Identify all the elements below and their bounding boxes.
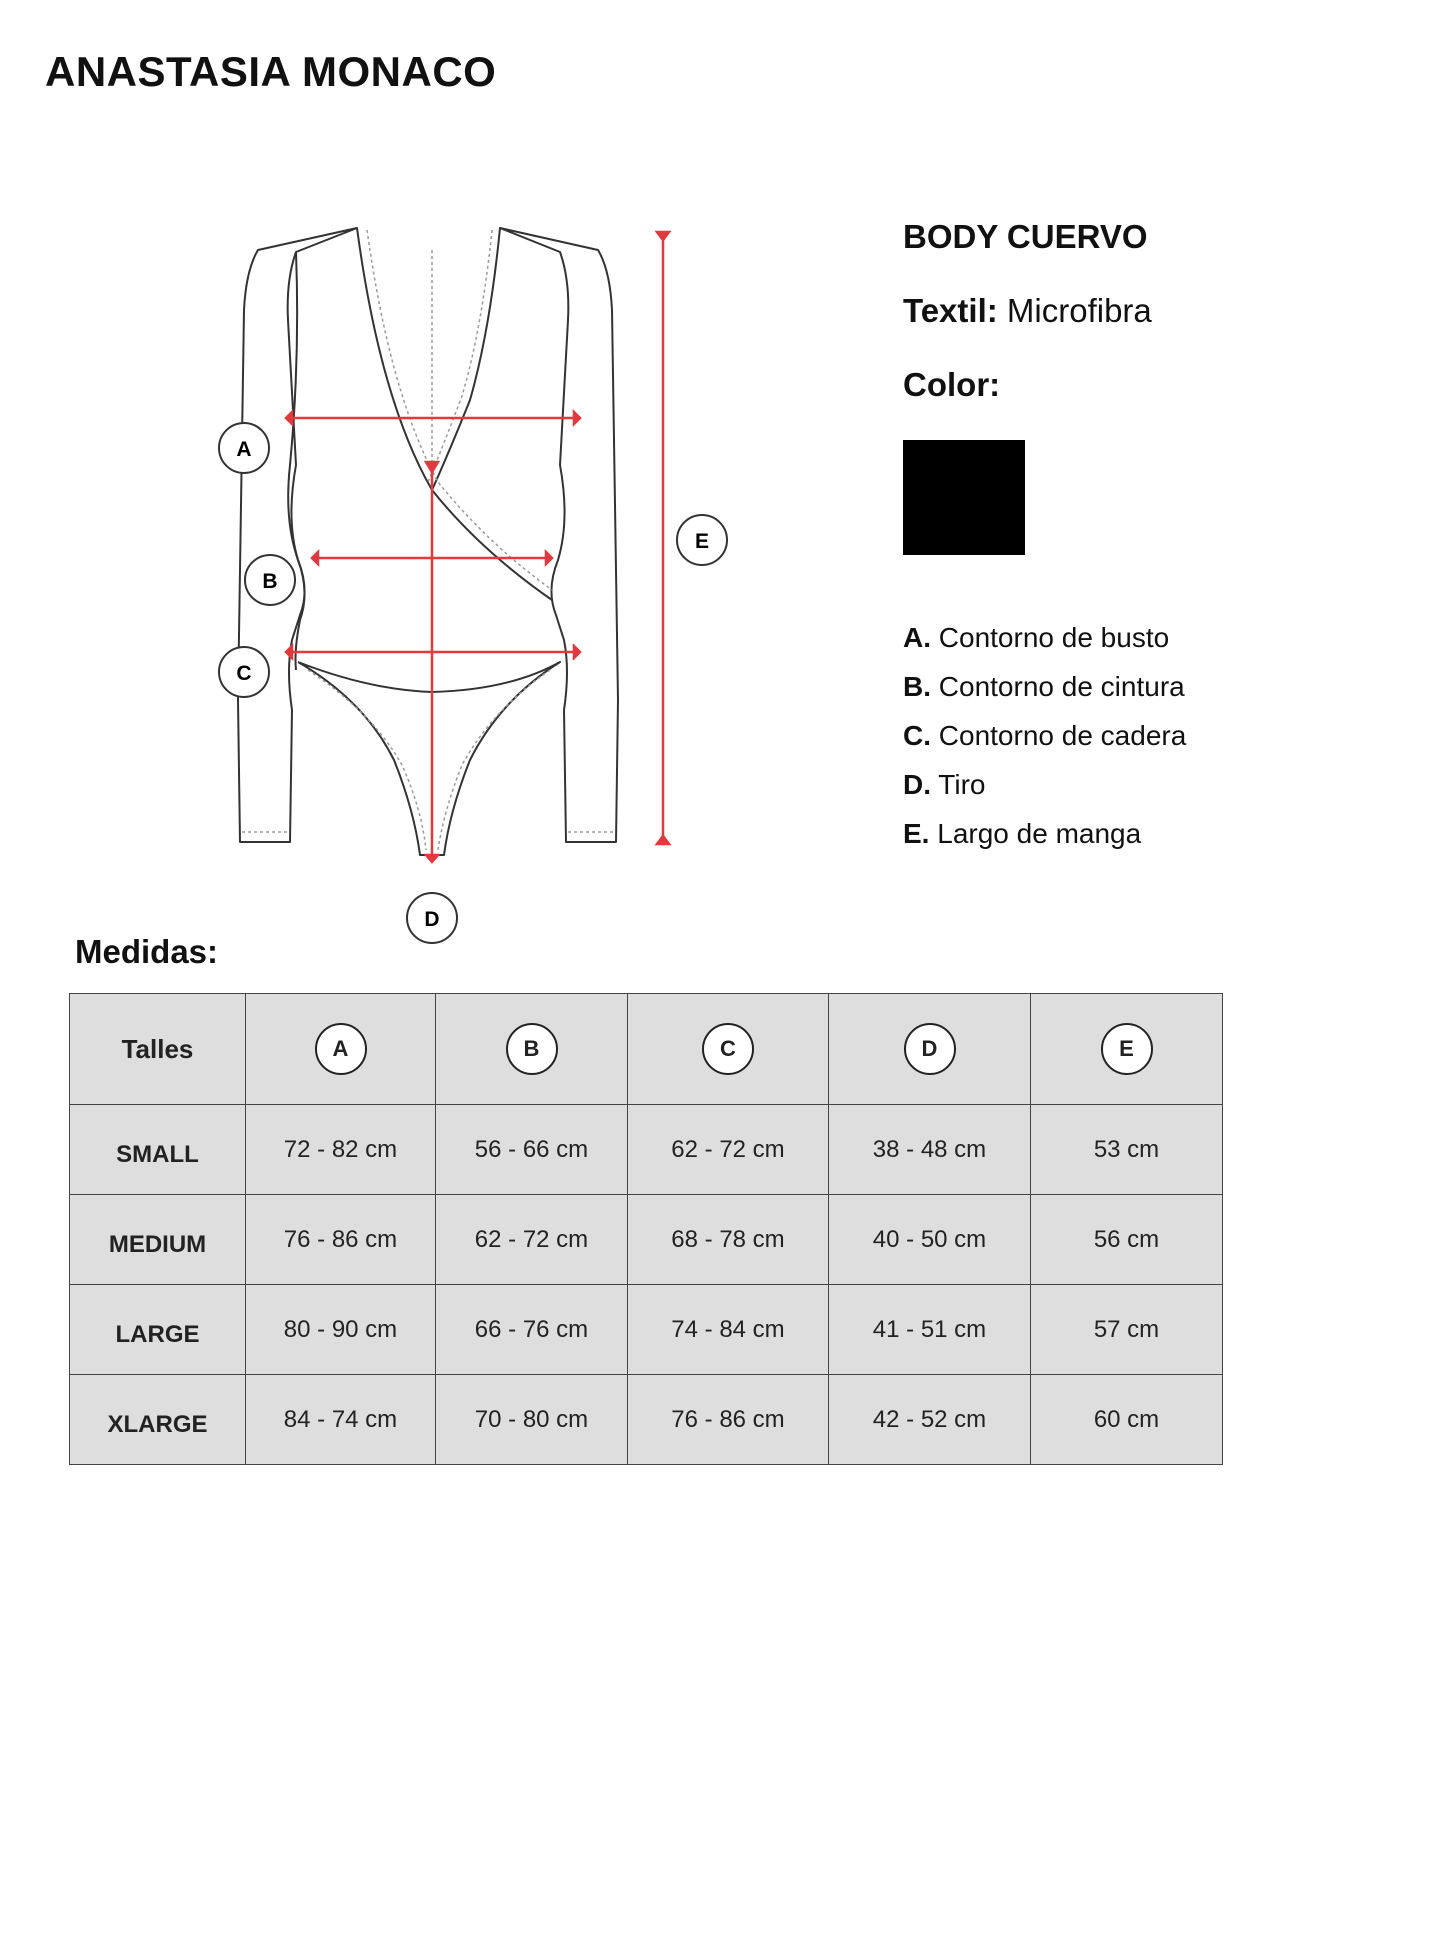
table-title: Medidas: bbox=[75, 933, 219, 970]
table-cell: 62 - 72 cm bbox=[436, 1195, 628, 1285]
measure-arrow-a-left bbox=[286, 412, 292, 424]
stitch-leg-left bbox=[308, 670, 426, 850]
column-a-marker: A bbox=[315, 1023, 367, 1075]
measure-arrow-b-left bbox=[312, 552, 318, 564]
table-cell: 72 - 82 cm bbox=[246, 1105, 436, 1195]
table-cell: 84 - 74 cm bbox=[246, 1375, 436, 1465]
legend-item-a bbox=[903, 613, 1323, 662]
textile-label: Textil: bbox=[903, 292, 998, 329]
table-cell: 74 - 84 cm bbox=[628, 1285, 829, 1375]
legend-key: C. bbox=[903, 720, 931, 751]
column-b-marker: B bbox=[506, 1023, 558, 1075]
table-header-cell bbox=[829, 994, 1031, 1105]
table-cell: 41 - 51 cm bbox=[829, 1285, 1031, 1375]
measure-arrow-c-left bbox=[286, 646, 292, 658]
garment-diagram bbox=[200, 200, 760, 950]
legend-item-b bbox=[903, 662, 1323, 711]
table-cell: 56 - 66 cm bbox=[436, 1105, 628, 1195]
legend-text: Contorno de cadera bbox=[938, 720, 1187, 751]
table-cell: 70 - 80 cm bbox=[436, 1375, 628, 1465]
column-e-marker: E bbox=[1101, 1023, 1153, 1075]
color-label: Color: bbox=[903, 366, 1001, 403]
brand-title: ANASTASIA MONACO bbox=[45, 48, 497, 95]
size-table bbox=[69, 993, 1223, 1465]
table-header-cell bbox=[1031, 994, 1223, 1105]
legend-text: Contorno de cintura bbox=[938, 671, 1185, 702]
textile-value: Microfibra bbox=[1006, 292, 1152, 329]
table-row bbox=[70, 1105, 1223, 1195]
marker-d: D bbox=[424, 908, 440, 931]
legend-item-d bbox=[903, 760, 1323, 809]
size-label: SMALL bbox=[70, 1105, 246, 1195]
table-header-cell bbox=[70, 994, 246, 1105]
measure-arrow-c-right bbox=[574, 646, 580, 658]
table-cell: 76 - 86 cm bbox=[628, 1375, 829, 1465]
product-name: BODY CUERVO bbox=[903, 218, 1148, 255]
size-label: MEDIUM bbox=[70, 1195, 246, 1285]
measure-arrow-a-right bbox=[574, 412, 580, 424]
stitch-neckline-right bbox=[428, 230, 492, 482]
measure-arrow-d-top bbox=[426, 462, 438, 472]
table-header-cell bbox=[628, 994, 829, 1105]
legend-item-e bbox=[903, 809, 1323, 858]
measure-arrow-e-top bbox=[657, 232, 669, 240]
legend-key: D. bbox=[903, 769, 931, 800]
measure-arrow-b-right bbox=[546, 552, 552, 564]
table-cell: 38 - 48 cm bbox=[829, 1105, 1031, 1195]
measure-arrow-d-bottom bbox=[426, 855, 438, 862]
textile-line bbox=[903, 292, 1323, 330]
table-cell: 60 cm bbox=[1031, 1375, 1223, 1465]
table-cell: 53 cm bbox=[1031, 1105, 1223, 1195]
talles-header: Talles bbox=[121, 1033, 194, 1064]
body-outline-right bbox=[500, 228, 618, 842]
table-cell: 42 - 52 cm bbox=[829, 1375, 1031, 1465]
legend-key: B. bbox=[903, 671, 931, 702]
table-header-cell bbox=[246, 994, 436, 1105]
table-row bbox=[70, 1285, 1223, 1375]
legend-key: E. bbox=[903, 818, 930, 849]
table-cell: 66 - 76 cm bbox=[436, 1285, 628, 1375]
column-d-marker: D bbox=[904, 1023, 956, 1075]
marker-c: C bbox=[236, 662, 252, 685]
table-header-cell bbox=[436, 994, 628, 1105]
legend-item-c bbox=[903, 711, 1323, 760]
legend-key: A. bbox=[903, 622, 931, 653]
size-label: XLARGE bbox=[70, 1375, 246, 1465]
legend-text: Largo de manga bbox=[937, 818, 1142, 849]
legend-text: Contorno de busto bbox=[938, 622, 1170, 653]
measure-arrow-e-bottom bbox=[657, 836, 669, 844]
neckline-right bbox=[432, 228, 500, 490]
table-cell: 62 - 72 cm bbox=[628, 1105, 829, 1195]
marker-e: E bbox=[694, 530, 710, 553]
size-label: LARGE bbox=[70, 1285, 246, 1375]
legend-text: Tiro bbox=[938, 769, 986, 800]
table-cell: 68 - 78 cm bbox=[628, 1195, 829, 1285]
product-info bbox=[903, 218, 1323, 858]
stitch-leg-right bbox=[438, 670, 550, 850]
marker-b: B bbox=[262, 570, 278, 593]
color-swatch bbox=[903, 440, 1025, 555]
table-cell: 76 - 86 cm bbox=[246, 1195, 436, 1285]
table-cell: 40 - 50 cm bbox=[829, 1195, 1031, 1285]
table-row bbox=[70, 1195, 1223, 1285]
table-cell: 57 cm bbox=[1031, 1285, 1223, 1375]
table-cell: 56 cm bbox=[1031, 1195, 1223, 1285]
table-header-row bbox=[70, 994, 1223, 1105]
column-c-marker: C bbox=[702, 1023, 754, 1075]
table-cell: 80 - 90 cm bbox=[246, 1285, 436, 1375]
table-row bbox=[70, 1375, 1223, 1465]
measure-legend bbox=[903, 613, 1323, 858]
stitch-neckline bbox=[367, 230, 552, 590]
marker-a: A bbox=[236, 438, 252, 461]
